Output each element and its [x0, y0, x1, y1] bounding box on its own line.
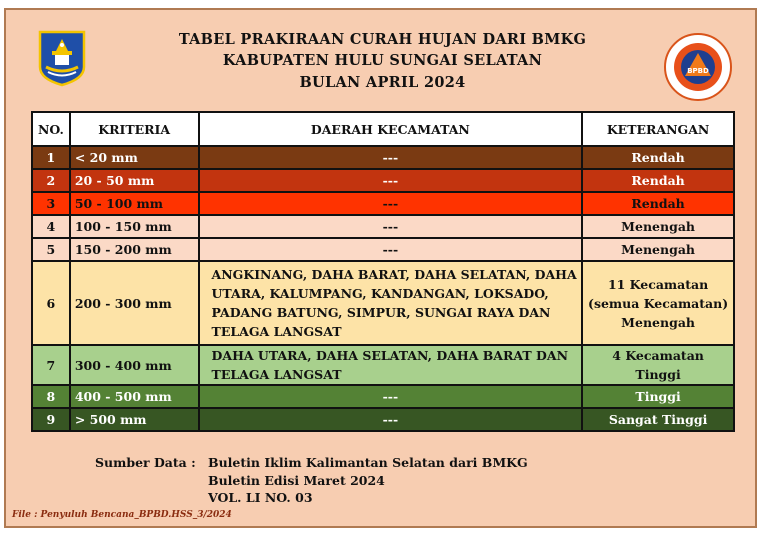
- row-keterangan: Rendah: [582, 146, 734, 169]
- header-no: NO.: [32, 112, 70, 146]
- table-row: [32, 408, 734, 431]
- row-keterangan: 11 Kecamatan (semua Kecamatan) Menengah: [582, 261, 734, 345]
- bpbd-logo-text: BPBD: [687, 67, 709, 75]
- source-label: Sumber Data :: [95, 455, 196, 470]
- row-kriteria: 20 - 50 mm: [70, 169, 199, 192]
- row-keterangan: Sangat Tinggi: [582, 408, 734, 431]
- row-kriteria: 400 - 500 mm: [70, 385, 199, 408]
- source-line-1: Buletin Iklim Kalimantan Selatan dari BMKG: [208, 455, 528, 470]
- row-kriteria: 150 - 200 mm: [70, 238, 199, 261]
- regency-emblem-icon: [36, 29, 88, 87]
- source-line-3: VOL. LI NO. 03: [208, 490, 313, 505]
- row-keterangan: 4 Kecamatan Tinggi: [582, 345, 734, 385]
- row-daerah: ---: [199, 192, 583, 215]
- table-row: [32, 345, 734, 385]
- row-no: 7: [32, 345, 70, 385]
- row-keterangan: Menengah: [582, 238, 734, 261]
- row-daerah: ---: [199, 385, 583, 408]
- table-row: [32, 146, 734, 169]
- row-kriteria: 200 - 300 mm: [70, 261, 199, 345]
- row-daerah: ---: [199, 238, 583, 261]
- row-kriteria: 100 - 150 mm: [70, 215, 199, 238]
- table-row: [32, 215, 734, 238]
- table-row: [32, 192, 734, 215]
- row-no: 5: [32, 238, 70, 261]
- row-kriteria: < 20 mm: [70, 146, 199, 169]
- row-kriteria: > 500 mm: [70, 408, 199, 431]
- table-header-row: [32, 112, 734, 146]
- header-daerah: DAERAH KECAMATAN: [199, 112, 583, 146]
- table-row: [32, 385, 734, 408]
- row-no: 9: [32, 408, 70, 431]
- row-no: 1: [32, 146, 70, 169]
- row-daerah: DAHA UTARA, DAHA SELATAN, DAHA BARAT DAN TELAGA LANGSAT: [199, 345, 583, 385]
- table-row: [32, 238, 734, 261]
- row-kriteria: 50 - 100 mm: [70, 192, 199, 215]
- row-no: 4: [32, 215, 70, 238]
- table-row: [32, 261, 734, 345]
- row-no: 8: [32, 385, 70, 408]
- rainfall-table: [31, 111, 735, 432]
- row-daerah: ---: [199, 146, 583, 169]
- table-row: [32, 169, 734, 192]
- row-daerah: ---: [199, 215, 583, 238]
- header-kriteria: KRITERIA: [70, 112, 199, 146]
- header-keterangan: KETERANGAN: [582, 112, 734, 146]
- row-keterangan: Rendah: [582, 192, 734, 215]
- row-daerah: ANGKINANG, DAHA BARAT, DAHA SELATAN, DAHA UTARA, KALUMPANG, KANDANGAN, LOKSADO, PADANG BATUNG, SIMPUR, SUNGAI RAYA DAN TELAGA LANGSAT: [199, 261, 583, 345]
- row-kriteria: 300 - 400 mm: [70, 345, 199, 385]
- file-footer: File : Penyuluh Bencana_BPBD.HSS_3/2024: [12, 510, 232, 520]
- source-line-2: Buletin Edisi Maret 2024: [208, 473, 385, 488]
- row-keterangan: Menengah: [582, 215, 734, 238]
- title-line-2: KABUPATEN HULU SUNGAI SELATAN: [222, 52, 543, 69]
- title-line-1: TABEL PRAKIRAAN CURAH HUJAN DARI BMKG: [178, 31, 587, 48]
- row-no: 6: [32, 261, 70, 345]
- title-line-3: BULAN APRIL 2024: [299, 74, 466, 91]
- row-no: 2: [32, 169, 70, 192]
- row-no: 3: [32, 192, 70, 215]
- bpbd-logo-icon: [664, 33, 732, 101]
- row-keterangan: Rendah: [582, 169, 734, 192]
- row-daerah: ---: [199, 408, 583, 431]
- row-keterangan: Tinggi: [582, 385, 734, 408]
- row-daerah: ---: [199, 169, 583, 192]
